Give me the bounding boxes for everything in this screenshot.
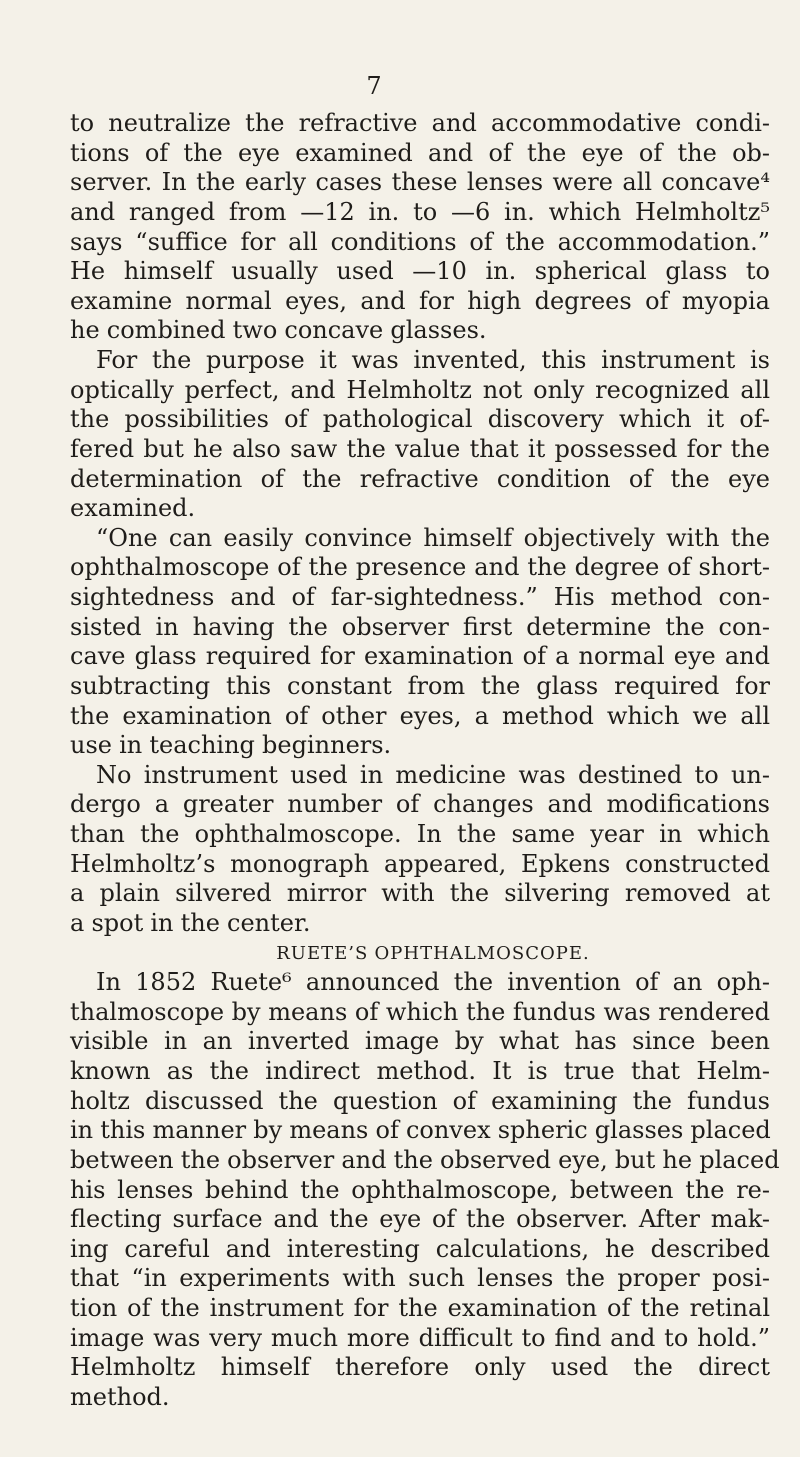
text-line: No instrument used in medicine was destined to un- — [96, 760, 770, 789]
text-line: For the purpose it was invented, this instrument is — [96, 346, 770, 374]
text-line: sightedness and of far-sightedness.” His method con- — [70, 583, 770, 611]
text-line: image was very much more difficult to find and to hold.” — [70, 1323, 770, 1352]
text-line: ing careful and interesting calculations, he described — [70, 1234, 770, 1263]
text-line: He himself usually used —10 in. spherical glass to — [70, 257, 770, 286]
text-line: flecting surface and the eye of the observer. After mak- — [70, 1205, 770, 1234]
text-line: in this manner by means of convex spheric glasses placed — [70, 1116, 771, 1145]
text-line: a plain silvered mirror with the silvering removed at — [70, 879, 770, 908]
text-line: thalmoscope by means of which the fundus was rendered — [70, 997, 770, 1026]
text-line: the possibilities of pathological discovery which it of- — [70, 405, 770, 434]
section-heading: RUETE’S OPHTHALMOSCOPE. — [276, 942, 590, 964]
text-line: tion of the instrument for the examination of the retinal — [70, 1294, 770, 1322]
text-line: In 1852 Ruete⁶ announced the invention of an oph- — [96, 968, 770, 997]
text-line: examined. — [70, 494, 196, 523]
text-line: tions of the eye examined and of the eye of the ob- — [70, 138, 770, 167]
text-line: a spot in the center. — [70, 908, 311, 937]
text-line: holtz discussed the question of examining the fundus — [70, 1086, 770, 1115]
text-line: and ranged from —12 in. to —6 in. which Helmholtz⁵ — [70, 197, 770, 226]
body-text — [70, 109, 780, 1413]
text-line: he combined two concave glasses. — [70, 316, 487, 345]
text-line: fered but he also saw the value that it possessed for the — [70, 434, 770, 463]
text-line: use in teaching beginners. — [70, 731, 392, 760]
text-line: to neutralize the refractive and accommodative condi- — [70, 109, 770, 137]
text-line: “One can easily convince himself objectively with the — [96, 523, 770, 552]
text-line: examine normal eyes, and for high degrees of myopia — [70, 286, 770, 315]
text-line: than the ophthalmoscope. In the same year in which — [70, 820, 770, 848]
text-line: subtracting this constant from the glass required for — [70, 671, 770, 700]
text-line: optically perfect, and Helmholtz not only recognized all — [70, 375, 770, 404]
text-line: sisted in having the observer first determine the con- — [70, 612, 770, 641]
text-line: says “suffice for all conditions of the accommodation.” — [70, 227, 770, 256]
text-line: that “in experiments with such lenses the proper posi- — [70, 1264, 770, 1293]
page-number: 7 — [366, 72, 382, 100]
text-line: visible in an inverted image by what has since been — [70, 1027, 770, 1056]
text-line: method. — [70, 1382, 170, 1411]
text-line: known as the indirect method. It is true that Helm- — [70, 1057, 770, 1085]
text-line: between the observer and the observed eye, but he placed — [70, 1145, 780, 1174]
text-line: Helmholtz himself therefore only used the direct — [70, 1353, 770, 1382]
text-line: server. In the early cases these lenses were all concave⁴ — [70, 168, 770, 197]
text-line: Helmholtz’s monograph appeared, Epkens constructed — [70, 849, 770, 878]
text-line: the examination of other eyes, a method which we all — [70, 701, 770, 730]
text-line: cave glass required for examination of a normal eye and — [70, 642, 770, 671]
text-line: his lenses behind the ophthalmoscope, between the re- — [70, 1175, 770, 1204]
text-line: determination of the refractive condition of the eye — [70, 464, 770, 493]
text-line: ophthalmoscope of the presence and the degree of short- — [70, 553, 770, 582]
text-line: dergo a greater number of changes and modifications — [70, 790, 770, 819]
